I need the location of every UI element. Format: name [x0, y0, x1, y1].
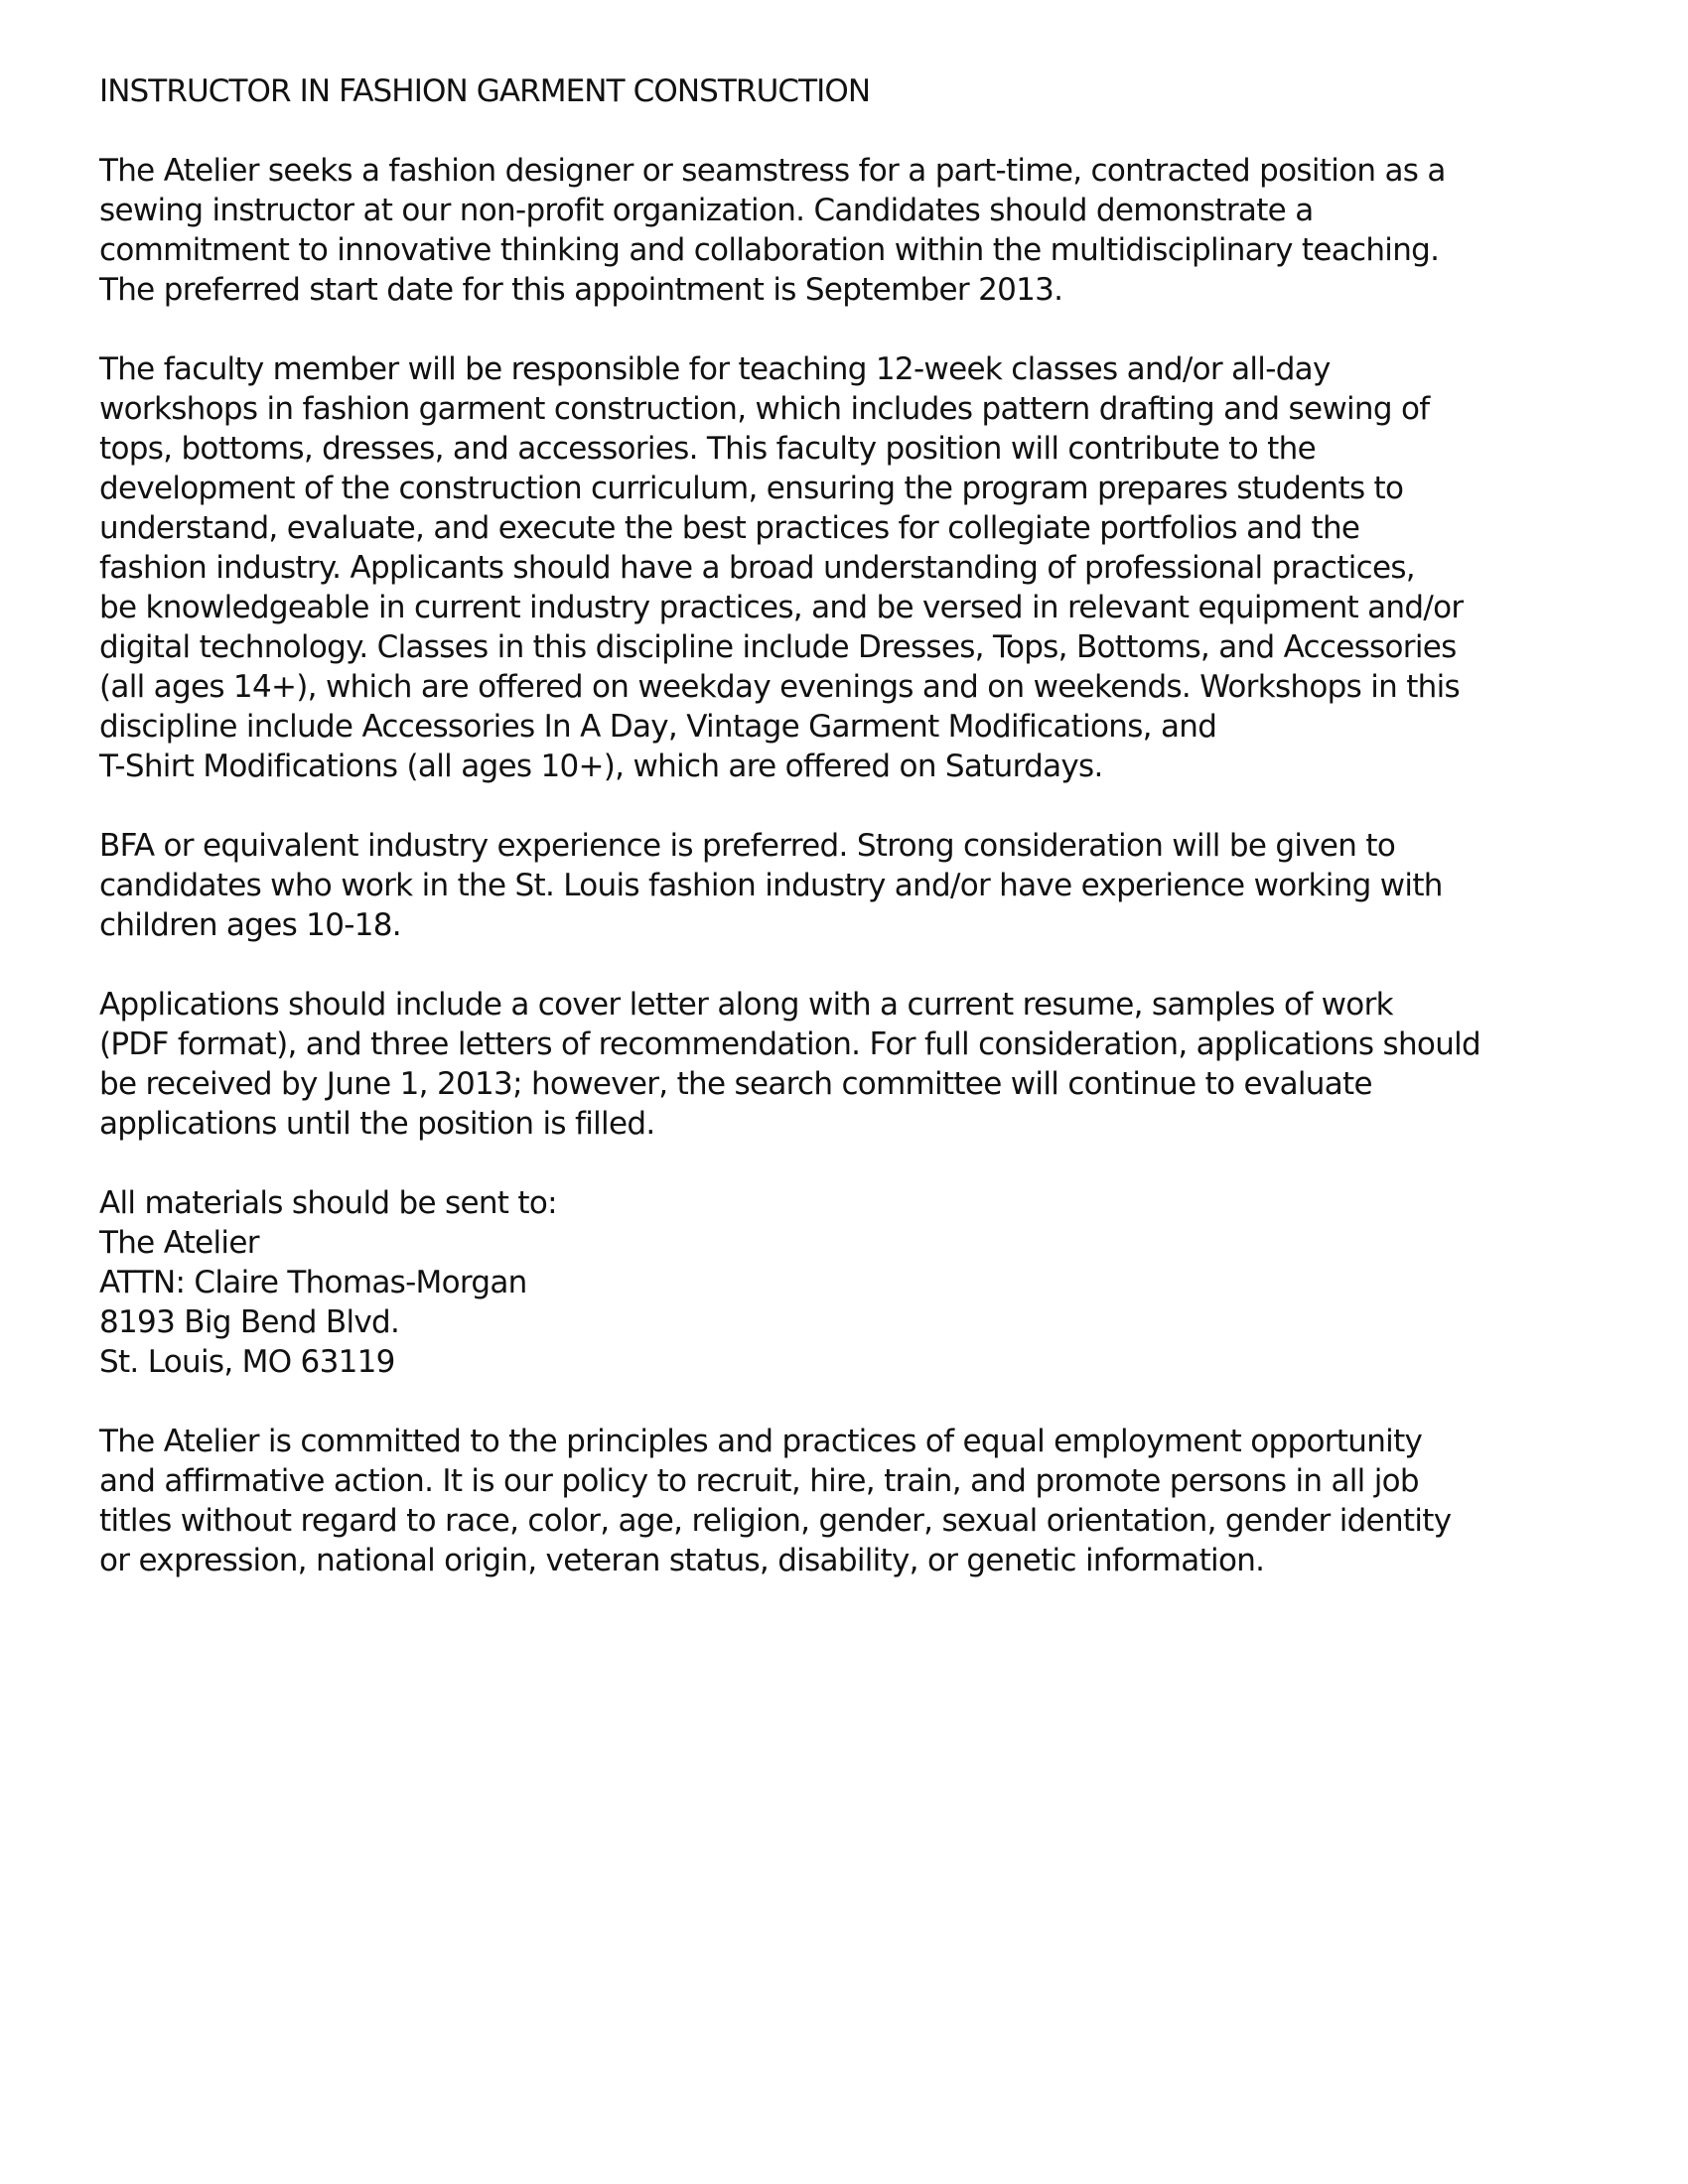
address-city-state-zip: St. Louis, MO 63119 [99, 1344, 395, 1380]
qualifications-paragraph-line: BFA or equivalent industry experience is preferred. Strong consideration will be given to [99, 828, 1396, 864]
qualifications-paragraph-line: candidates who work in the St. Louis fashion industry and/or have experience working with [99, 868, 1443, 903]
responsibilities-paragraph-line: The faculty member will be responsible for teaching 12-week classes and/or all-day [99, 351, 1331, 387]
responsibilities-paragraph-line: workshops in fashion garment construction, which includes pattern drafting and sewing of [99, 391, 1430, 427]
responsibilities-paragraph-line: be knowledgeable in current industry practices, and be versed in relevant equipment and/or [99, 590, 1464, 625]
responsibilities-paragraph-line: (all ages 14+), which are offered on weekday evenings and on weekends. Workshops in this [99, 669, 1460, 705]
responsibilities-paragraph-line: development of the construction curriculum, ensuring the program prepares students to [99, 471, 1404, 506]
intro-paragraph [99, 151, 1609, 310]
address-attention: ATTN: Claire Thomas-Morgan [99, 1265, 527, 1300]
qualifications-paragraph [99, 826, 1609, 945]
responsibilities-paragraph-line: T-Shirt Modifications (all ages 10+), which are offered on Saturdays. [99, 749, 1103, 784]
intro-paragraph-line: commitment to innovative thinking and collaboration within the multidisciplinary teaching. [99, 232, 1440, 268]
intro-paragraph-line: The Atelier seeks a fashion designer or seamstress for a part-time, contracted position as a [99, 153, 1446, 189]
address-intro: All materials should be sent to: [99, 1185, 557, 1221]
application-paragraph-line: applications until the position is filled. [99, 1106, 655, 1142]
responsibilities-paragraph-line: tops, bottoms, dresses, and accessories. This faculty position will contribute to the [99, 431, 1316, 467]
application-paragraph-line: Applications should include a cover letter along with a current resume, samples of work [99, 987, 1393, 1023]
responsibilities-paragraph-line: discipline include Accessories In A Day, Vintage Garment Modifications, and [99, 709, 1217, 745]
responsibilities-paragraph-line: understand, evaluate, and execute the best practices for collegiate portfolios and the [99, 510, 1360, 546]
application-paragraph-line: be received by June 1, 2013; however, the search committee will continue to evaluate [99, 1066, 1372, 1102]
qualifications-paragraph-line: children ages 10-18. [99, 907, 401, 943]
equal-opportunity-paragraph-line: and affirmative action. It is our policy to recruit, hire, train, and promote persons in all job [99, 1463, 1419, 1499]
equal-opportunity-paragraph [99, 1422, 1609, 1580]
equal-opportunity-paragraph-line: titles without regard to race, color, age, religion, gender, sexual orientation, gender identity [99, 1503, 1452, 1539]
application-paragraph [99, 985, 1609, 1144]
responsibilities-paragraph [99, 349, 1609, 786]
address-street: 8193 Big Bend Blvd. [99, 1304, 400, 1340]
application-paragraph-line: (PDF format), and three letters of recommendation. For full consideration, applications should [99, 1026, 1481, 1062]
document-title: INSTRUCTOR IN FASHION GARMENT CONSTRUCTION [99, 73, 871, 109]
intro-paragraph-line: The preferred start date for this appointment is September 2013. [99, 272, 1063, 308]
address-organization: The Atelier [99, 1225, 259, 1261]
intro-paragraph-line: sewing instructor at our non-profit organization. Candidates should demonstrate a [99, 193, 1314, 228]
mailing-address-block [99, 1183, 1609, 1382]
document-content [99, 71, 1609, 1620]
responsibilities-paragraph-line: digital technology. Classes in this discipline include Dresses, Tops, Bottoms, and Accessories [99, 629, 1457, 665]
equal-opportunity-paragraph-line: or expression, national origin, veteran status, disability, or genetic information. [99, 1543, 1265, 1578]
equal-opportunity-paragraph-line: The Atelier is committed to the principles and practices of equal employment opportunity [99, 1424, 1423, 1459]
responsibilities-paragraph-line: fashion industry. Applicants should have a broad understanding of professional practices, [99, 550, 1415, 586]
